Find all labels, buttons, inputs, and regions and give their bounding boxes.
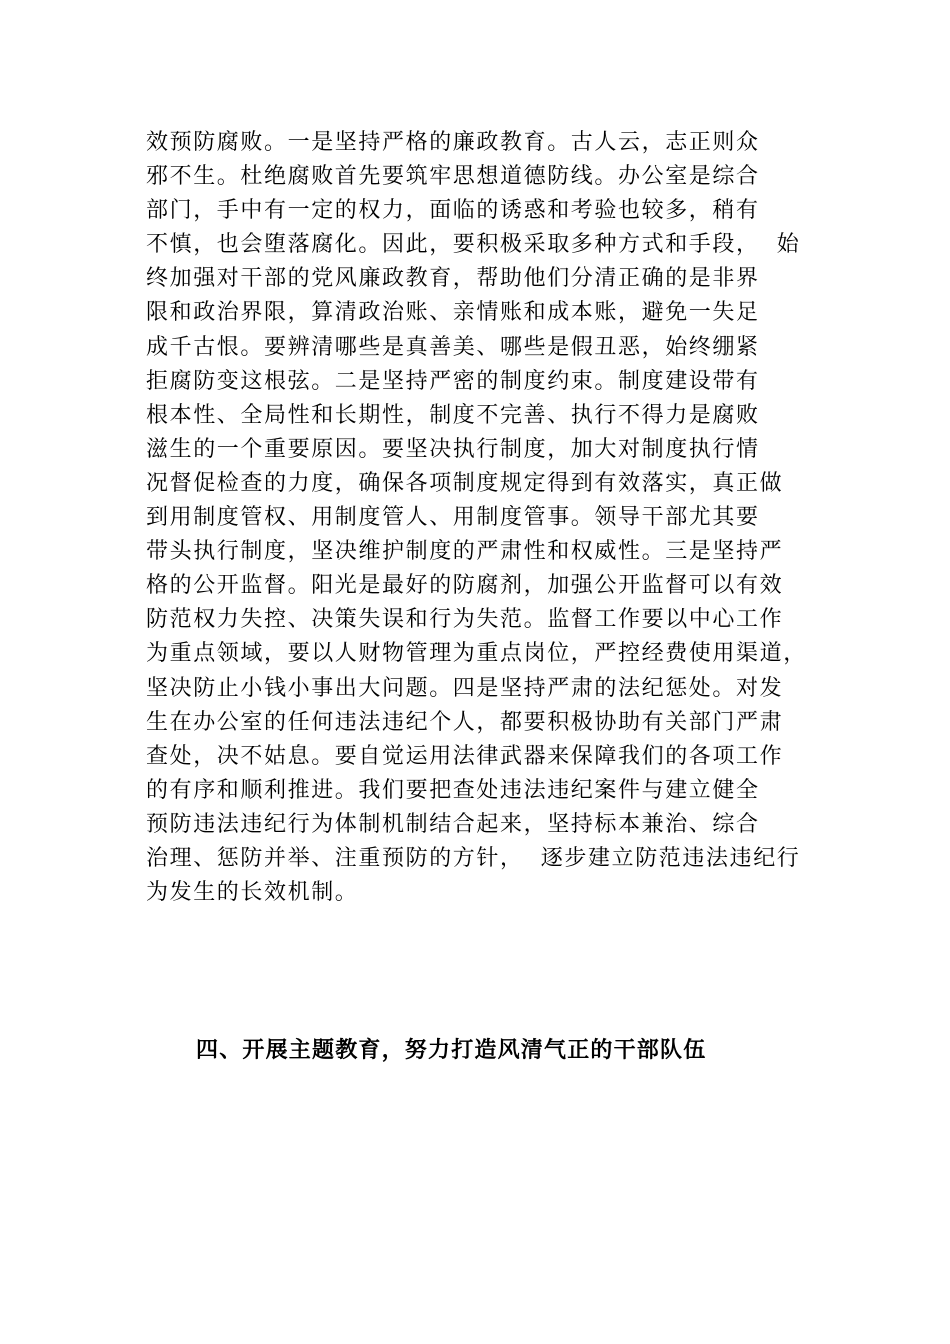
text-line: 治理、惩防并举、注重预防的方针， 逐步建立防范违法违纪行 [146, 845, 801, 871]
section-heading: 四、开展主题教育，努力打造风清气正的干部队伍 [196, 1038, 707, 1063]
text-line: 预防违法违纪行为体制机制结合起来，坚持标本兼治、综合 [146, 811, 760, 837]
text-line: 部门，手中有一定的权力，面临的诱惑和考验也较多，稍有 [146, 198, 760, 224]
text-line: 坚决防止小钱小事出大问题。四是坚持严肃的法纪惩处。对发 [146, 675, 784, 701]
text-line: 的有序和顺利推进。我们要把查处违法违纪案件与建立健全 [146, 777, 760, 803]
text-line: 防范权力失控、决策失误和行为失范。监督工作要以中心工作 [146, 607, 784, 633]
text-line: 限和政治界限，算清政治账、亲情账和成本账，避免一失足 [146, 300, 760, 326]
text-line: 终加强对干部的党风廉政教育，帮助他们分清正确的是非界 [146, 266, 760, 292]
text-line: 成千古恨。要辨清哪些是真善美、哪些是假丑恶，始终绷紧 [146, 334, 760, 360]
text-line: 为发生的长效机制。 [146, 880, 359, 906]
text-line: 效预防腐败。一是坚持严格的廉政教育。古人云，志正则众 [146, 130, 760, 155]
text-line: 邪不生。杜绝腐败首先要筑牢思想道德防线。办公室是综合 [146, 164, 760, 190]
text-line: 生在办公室的任何违法违纪个人，都要积极协助有关部门严肃 [146, 709, 784, 735]
text-line: 为重点领域，要以人财物管理为重点岗位，严控经费使用渠道， [146, 641, 807, 667]
text-line: 查处，决不姑息。要自觉运用法律武器来保障我们的各项工作 [146, 743, 784, 769]
text-line: 根本性、全局性和长期性，制度不完善、执行不得力是腐败 [146, 402, 760, 428]
body-paragraph [146, 126, 836, 910]
text-line: 不慎，也会堕落腐化。因此，要积极采取多种方式和手段， 始 [146, 232, 801, 258]
text-line: 带头执行制度，坚决维护制度的严肃性和权威性。三是坚持严 [146, 539, 784, 565]
text-line: 格的公开监督。阳光是最好的防腐剂，加强公开监督可以有效 [146, 573, 784, 599]
text-line: 到用制度管权、用制度管人、用制度管事。领导干部尤其要 [146, 505, 760, 531]
text-line: 况督促检查的力度，确保各项制度规定得到有效落实，真正做 [146, 470, 784, 496]
text-line: 滋生的一个重要原因。要坚决执行制度，加大对制度执行情 [146, 436, 760, 462]
text-line: 拒腐防变这根弦。二是坚持严密的制度约束。制度建设带有 [146, 368, 760, 394]
